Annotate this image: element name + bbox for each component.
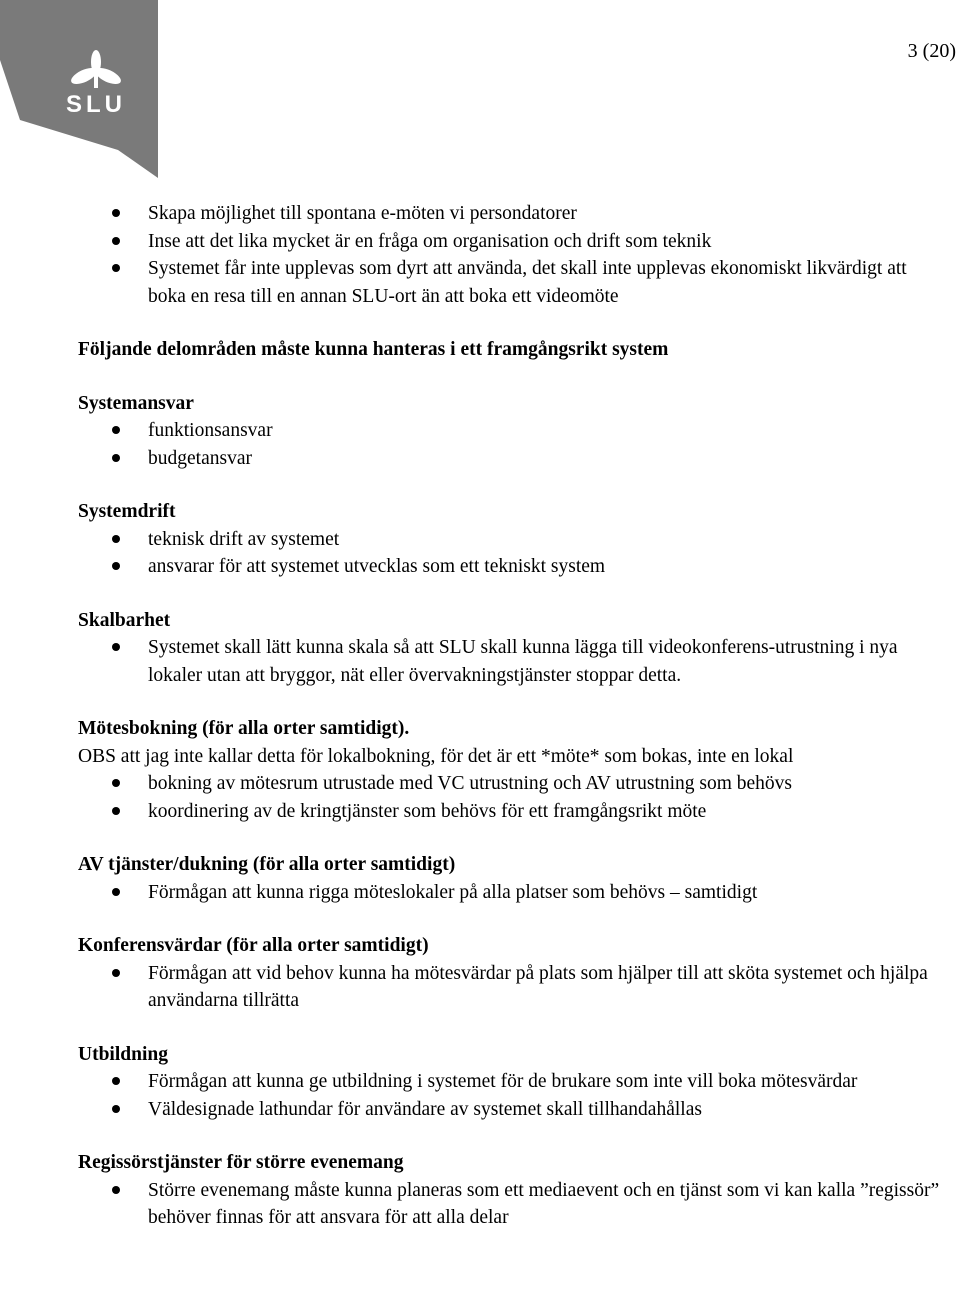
list-item: Systemet får inte upplevas som dyrt att använda, det skall inte upplevas ekonomiskt likvärdigt att boka en resa till en annan SLU-ort än att boka ett videomöte	[78, 255, 948, 310]
list-item: Väldesignade lathundar för användare av systemet skall tillhandahållas	[78, 1096, 948, 1124]
section-systemansvar	[78, 390, 948, 473]
list-item: ansvarar för att systemet utvecklas som ett tekniskt system	[78, 553, 948, 581]
list-item: koordinering av de kringtjänster som behövs för ett framgångsrikt möte	[78, 798, 948, 826]
list-item: teknisk drift av systemet	[78, 526, 948, 554]
section-heading: AV tjänster/dukning (för alla orter samtidigt)	[78, 854, 456, 875]
list-item: bokning av mötesrum utrustade med VC utrustning och AV utrustning som behövs	[78, 770, 948, 798]
section-paragraph: OBS att jag inte kallar detta för lokalbokning, för det är ett *möte* som bokas, inte en lokal	[78, 745, 794, 767]
section-konferensvardar	[78, 932, 948, 1015]
section-systemdrift	[78, 498, 948, 581]
section-heading: Utbildning	[78, 1043, 168, 1065]
section-heading: Konferensvärdar (för alla orter samtidigt)	[78, 935, 429, 956]
intro-bullet-list	[78, 200, 948, 310]
list-item: Systemet skall lätt kunna skala så att SLU skall kunna lägga till videokonferens-utrustning i nya lokaler utan att bryggor, nät eller övervakningstjänster stoppar detta.	[78, 634, 948, 689]
page-number: 3 (20)	[907, 40, 956, 62]
section-regissorstjanster	[78, 1149, 948, 1232]
list-item: budgetansvar	[78, 445, 948, 473]
section-heading: Systemdrift	[78, 501, 176, 522]
section-heading: Systemansvar	[78, 392, 194, 414]
lead-heading: Följande delområden måste kunna hanteras i ett framgångsrikt system	[78, 339, 669, 360]
svg-text:SLU: SLU	[66, 91, 126, 118]
list-item: Förmågan att vid behov kunna ha mötesvärdar på plats som hjälper till att sköta systemet och hjälpa användarna tillrätta	[78, 960, 948, 1015]
list-item: Inse att det lika mycket är en fråga om organisation och drift som teknik	[78, 228, 948, 256]
section-utbildning	[78, 1041, 948, 1124]
document-body	[78, 200, 948, 1232]
section-heading: Mötesbokning (för alla orter samtidigt).	[78, 718, 410, 739]
list-item: Förmågan att kunna rigga möteslokaler på alla platser som behövs – samtidigt	[78, 879, 948, 907]
section-av-tjanster	[78, 851, 948, 906]
list-item: Förmågan att kunna ge utbildning i systemet för de brukare som inte vill boka mötesvärdar	[78, 1068, 948, 1096]
section-heading: Regissörstjänster för större evenemang	[78, 1152, 404, 1173]
section-motesbokning	[78, 715, 948, 825]
section-heading: Skalbarhet	[78, 609, 171, 631]
list-item: Skapa möjlighet till spontana e-möten vi persondatorer	[78, 200, 948, 228]
slu-logo	[0, 0, 158, 180]
list-item: Större evenemang måste kunna planeras som ett mediaevent och en tjänst som vi kan kalla ”regissör” behöver finnas för att ansvara för att alla delar	[78, 1177, 948, 1232]
section-skalbarhet	[78, 607, 948, 690]
list-item: funktionsansvar	[78, 417, 948, 445]
